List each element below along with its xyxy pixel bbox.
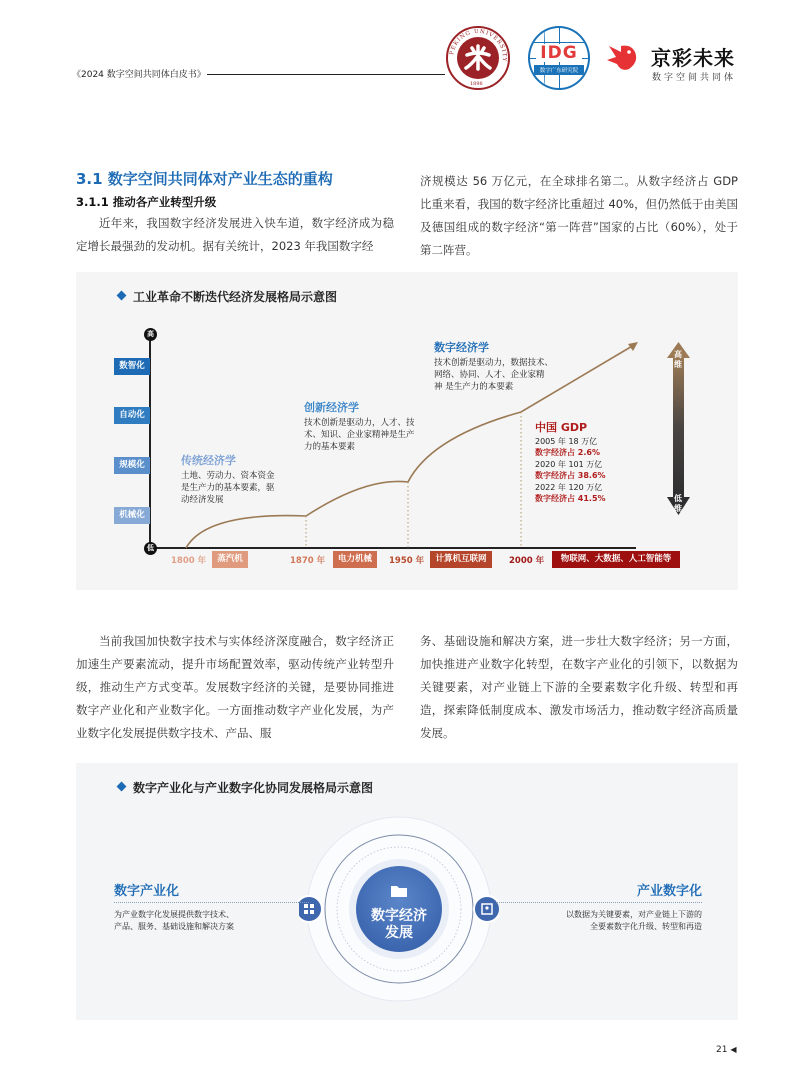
timeline-tag: 物联网、大数据、人工智能等 bbox=[552, 551, 680, 568]
left-side-title: 数字产业化 bbox=[114, 884, 180, 899]
header-rule bbox=[207, 74, 445, 75]
svg-text:1898: 1898 bbox=[470, 81, 483, 87]
page-arrow-icon: ◀ bbox=[730, 1045, 737, 1054]
paragraph-3: 当前我国加快数字技术与实体经济深度融合，数字经济正加速生产要素流动，提升市场配置效率，驱动传统产业转型升级，推动生产方式变革。发展数字经济的关键，是要协同推进数字产业化和产业数字化。一方面推动数字产业化发展，为产业数字化发展提供数字技术、产品、服 bbox=[76, 634, 394, 740]
paragraph-1: 近年来，我国数字经济发展进入快车道，数字经济成为稳定增长最强劲的发动机。据有关统计，2023 年我国数字经 bbox=[76, 216, 394, 253]
dimension-low-label: 低维 bbox=[674, 494, 682, 513]
era-description: 土地、劳动力、资本资金 是生产力的基本要素，驱 动经济发展 bbox=[181, 471, 275, 505]
timeline-year: 1800 年 bbox=[171, 556, 207, 566]
paragraph-4: 务、基础设施和解决方案，进一步壮大数字经济；另一方面，加快推进产业数字化转型，在数字产业化的引领下，以数据为关键要素，对产业链上下游的全要素数字化升级、转型和再造，探索降低制度成本、激发市场活力，推动数字经济高质量发展。 bbox=[420, 634, 738, 740]
jingcai-logo-subtitle: 数字空间共同体 bbox=[652, 73, 737, 83]
diamond-bullet-icon bbox=[117, 782, 127, 792]
timeline-tag: 计算机互联网 bbox=[430, 551, 492, 568]
timeline-tag: 蒸汽机 bbox=[212, 551, 248, 568]
level-label: 数智化 bbox=[114, 358, 150, 375]
figure-industrial-revolution bbox=[76, 272, 738, 590]
level-label: 机械化 bbox=[114, 507, 150, 524]
timeline-year: 1870 年 bbox=[290, 556, 326, 566]
svg-text:PEKING UNIVERSITY: PEKING UNIVERSITY bbox=[449, 28, 508, 63]
era-description: 技术创新是驱动力，人才、技 术、知识、企业家精神是生产 力的基本要素 bbox=[304, 418, 415, 452]
idg-logo bbox=[528, 26, 590, 90]
pku-logo bbox=[446, 26, 510, 90]
left-dotted-connector bbox=[114, 902, 309, 903]
timeline-year: 1950 年 bbox=[389, 556, 425, 566]
figure1-title: 工业革命不断迭代经济发展格局示意图 bbox=[118, 288, 337, 305]
era-description: 技术创新是驱动力，数据技术、 网络、协同、人才、企业家精 神 是生产力的本要素 bbox=[434, 358, 554, 392]
paragraph-2: 济规模达 56 万亿元，在全球排名第二。从数字经济占 GDP 比重来看，我国的数字经济比重超过 40%，但仍然低于由美国及德国组成的数字经济“第一阵营”国家的占比（60%），处于第二阵营。 bbox=[420, 174, 738, 257]
right-side-description: 以数据为关键要素，对产业链上下游的 全要素数字化升级、转型和再造 bbox=[566, 910, 702, 931]
era-title: 传统经济学 bbox=[181, 454, 236, 467]
jingcai-logo-name: 京彩未来 bbox=[651, 46, 735, 70]
document-title: 《2024 数字空间共同体白皮书》 bbox=[72, 70, 206, 80]
china-gdp-panel: 中国 GDP 2005 年 18 万亿 数字经济占 2.6% 2020 年 101 万亿 数字经济占 38.6% 2022 年 120 万亿 数字经济占 41.5% bbox=[535, 421, 606, 503]
left-side-description: 为产业数字化发展提供数字技术、 产品、服务、基础设施和解决方案 bbox=[114, 910, 234, 931]
level-label: 规模化 bbox=[114, 457, 150, 474]
section-title: 3.1 数字空间共同体对产业生态的重构 bbox=[76, 170, 333, 188]
timeline-year: 2000 年 bbox=[509, 556, 545, 566]
axis-low-marker: 低 bbox=[144, 542, 157, 555]
axis-high-marker: 高 bbox=[144, 328, 157, 341]
level-label: 自动化 bbox=[114, 407, 150, 424]
figure-digital-industry-synergy bbox=[76, 763, 738, 1020]
page-number: 21 ◀ bbox=[716, 1045, 737, 1055]
jingcai-bird-icon bbox=[607, 42, 639, 72]
center-label: 数字经济 发展 bbox=[371, 908, 427, 941]
timeline-tag: 电力机械 bbox=[333, 551, 377, 568]
dimension-high-label: 高维 bbox=[674, 350, 682, 369]
era-title: 数字经济学 bbox=[434, 341, 489, 354]
figure2-title: 数字产业化与产业数字化协同发展格局示意图 bbox=[118, 779, 373, 796]
subsection-title: 3.1.1 推动各产业转型升级 bbox=[76, 195, 217, 209]
idg-logo-text: IDG bbox=[536, 44, 582, 62]
idg-logo-subtitle: 数字广东研究院 bbox=[534, 65, 584, 75]
pku-emblem-icon bbox=[457, 37, 499, 79]
right-dotted-connector bbox=[496, 902, 702, 903]
right-side-title: 产业数字化 bbox=[636, 884, 702, 899]
era-title: 创新经济学 bbox=[304, 401, 359, 414]
apps-grid-icon bbox=[299, 896, 322, 922]
